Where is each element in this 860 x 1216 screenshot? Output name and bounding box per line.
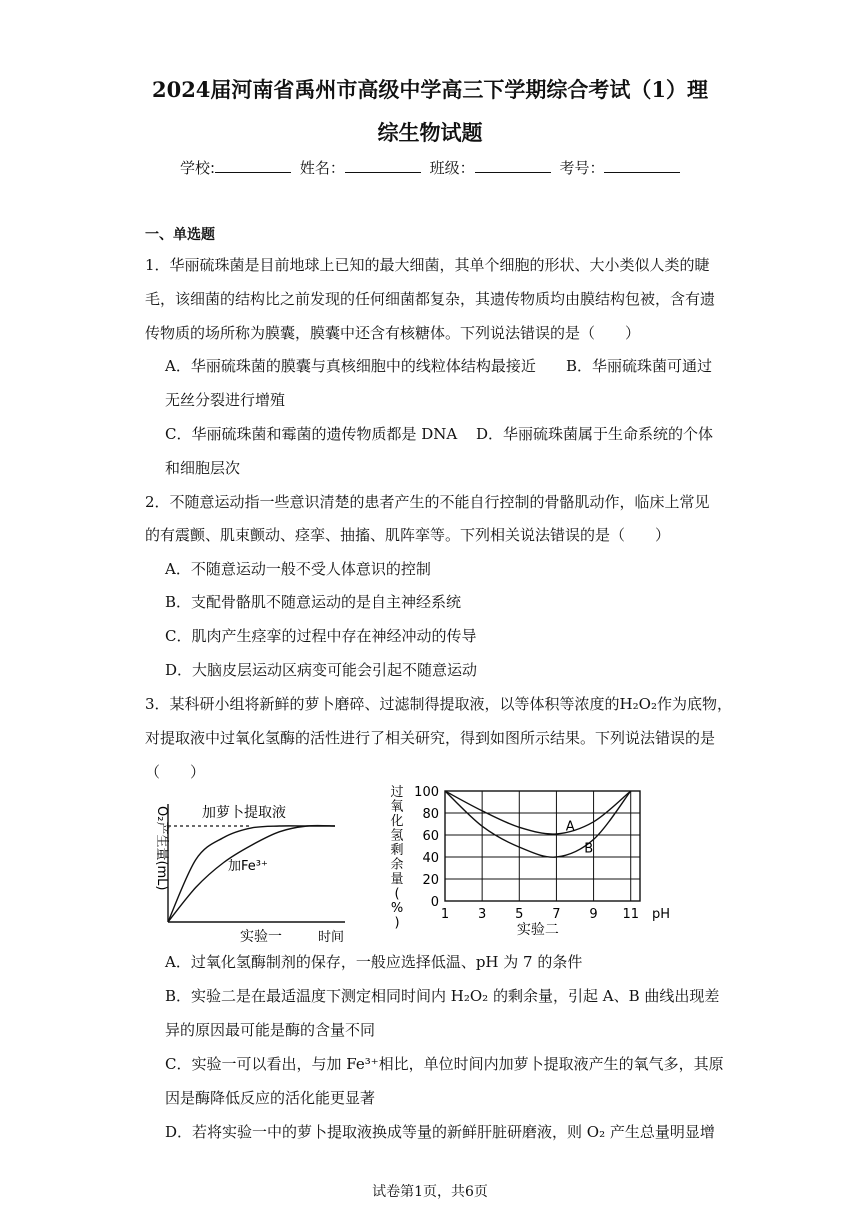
chart-2-ylabel xyxy=(390,784,403,931)
chart-1-caption: 实验一 xyxy=(240,929,282,945)
q3-option-b[interactable]: B．实验二是在最适温度下测定相同时间内 H₂O₂ 的剩余量，引起 A、B 曲线出现差 xyxy=(165,987,720,1005)
q2-option-d[interactable]: D．大脑皮层运动区病变可能会引起不随意运动 xyxy=(165,661,478,679)
q3-line3: （ ） xyxy=(145,763,206,781)
chart-2-x-tick-label: 7 xyxy=(552,907,561,922)
chart-experiment-1 xyxy=(140,796,355,946)
chart-1-svg xyxy=(140,796,355,946)
chart-2-x-tick-label: 3 xyxy=(478,907,487,922)
chart-2-ylabel-char: 量 xyxy=(390,872,404,887)
chart-2-x-tick-label: 9 xyxy=(589,907,598,922)
chart-2-x-ticks xyxy=(441,907,639,922)
name-blank[interactable] xyxy=(345,158,421,173)
chart-2-xlabel: pH xyxy=(652,907,671,922)
class-blank[interactable] xyxy=(475,158,551,173)
q1-option-a[interactable]: A．华丽硫珠菌的膜囊与真核细胞中的线粒体结构最接近 xyxy=(165,357,536,375)
q3-line1: 3．某科研小组将新鲜的萝卜磨碎、过滤制得提取液，以等体积等浓度的H₂O₂作为底物， xyxy=(145,695,732,713)
q2-option-a[interactable]: A．不随意运动一般不受人体意识的控制 xyxy=(165,560,431,578)
chart-2-ylabel-char: ) xyxy=(394,915,400,931)
chart-2-ylabel-char: ( xyxy=(394,886,400,902)
q1-line2: 毛，该细菌的结构比之前发现的任何细菌都复杂，其遗传物质均由膜结构包被，含有遗 xyxy=(145,290,716,308)
chart-2-y-tick-label: 20 xyxy=(422,873,439,888)
chart-2-y-ticks xyxy=(414,785,439,910)
chart-2-ylabel-char: 氧 xyxy=(390,799,404,815)
chart-2-svg xyxy=(385,784,705,946)
chart-2-ylabel-char: 过 xyxy=(390,785,404,800)
q2-option-b[interactable]: B．支配骨骼肌不随意运动的是自主神经系统 xyxy=(165,593,462,611)
chart-2-series-b-line xyxy=(445,791,631,857)
chart-2-y-tick-label: 60 xyxy=(422,829,439,844)
q1-option-d-cont: 和细胞层次 xyxy=(165,459,241,477)
chart-2-ylabel-char: 化 xyxy=(390,814,404,829)
chart-2-y-tick-label: 100 xyxy=(414,785,439,800)
chart-2-x-tick-label: 11 xyxy=(622,907,639,922)
q2-line1: 2．不随意运动指一些意识清楚的患者产生的不能自行控制的骨骼肌动作，临床上常见 xyxy=(145,493,710,511)
q3-option-a[interactable]: A．过氧化氢酶制剂的保存，一般应选择低温、pH 为 7 的条件 xyxy=(165,953,583,971)
school-label: 学校: xyxy=(180,159,216,177)
q3-option-c[interactable]: C．实验一可以看出，与加 Fe³⁺相比，单位时间内加萝卜提取液产生的氧气多，其原 xyxy=(165,1055,724,1073)
q3-option-c-cont: 因是酶降低反应的活化能更显著 xyxy=(165,1089,376,1107)
chart-2-y-tick-label: 0 xyxy=(430,895,439,910)
chart-1-ylabel: O₂产生量(mL) xyxy=(154,806,169,891)
q1-option-b[interactable]: B．华丽硫珠菌可通过 xyxy=(566,357,713,375)
q1-option-d[interactable]: D．华丽硫珠菌属于生命系统的个体 xyxy=(476,425,714,443)
q1-line3: 传物质的场所称为膜囊，膜囊中还含有核糖体。下列说法错误的是（ ） xyxy=(145,324,641,342)
chart-2-y-tick-label: 40 xyxy=(422,851,439,866)
q3-option-d[interactable]: D．若将实验一中的萝卜提取液换成等量的新鲜肝脏研磨液，则 O₂ 产生总量明显增 xyxy=(165,1123,715,1141)
exam-title-line2: 综生物试题 xyxy=(377,120,483,145)
school-blank[interactable] xyxy=(215,158,291,173)
chart-2-ylabel-char: 剩 xyxy=(390,843,404,858)
class-label: 班级： xyxy=(429,159,475,177)
chart-2-label-a: A xyxy=(565,819,575,835)
q2-line2: 的有震颤、肌束颤动、痉挛、抽搐、肌阵挛等。下列相关说法错误的是（ ） xyxy=(145,526,671,544)
student-info-row xyxy=(180,157,700,179)
q1-option-c[interactable]: C．华丽硫珠菌和霉菌的遗传物质都是 DNA xyxy=(165,425,458,443)
page-footer: 试卷第1页，共6页 xyxy=(372,1184,488,1200)
chart-2-ylabel-char: 氢 xyxy=(390,828,404,844)
exam-no-blank[interactable] xyxy=(604,158,680,173)
chart-2-ylabel-char: % xyxy=(390,901,404,916)
exam-title-line1: 2024届河南省禹州市高级中学高三下学期综合考试（1）理 xyxy=(151,77,709,102)
chart-1-xlabel: 时间 xyxy=(318,930,345,945)
section-title: 一、单选题 xyxy=(145,227,215,243)
q2-option-c[interactable]: C．肌肉产生痉挛的过程中存在神经冲动的传导 xyxy=(165,627,477,645)
q1-option-b-cont: 无丝分裂进行增殖 xyxy=(165,391,286,409)
name-label: 姓名： xyxy=(299,159,345,177)
chart-2-caption: 实验二 xyxy=(516,922,559,938)
chart-2-y-tick-label: 80 xyxy=(422,807,439,822)
q3-line2: 对提取液中过氧化氢酶的活性进行了相关研究，得到如图所示结果。下列说法错误的是 xyxy=(145,729,716,747)
chart-2-x-tick-label: 5 xyxy=(515,907,524,922)
chart-1-label-fe: 加Fe³⁺ xyxy=(228,859,268,874)
q3-option-b-cont: 异的原因最可能是酶的含量不同 xyxy=(165,1021,376,1039)
chart-2-ylabel-char: 余 xyxy=(390,857,404,873)
q1-line1: 1．华丽硫珠菌是目前地球上已知的最大细菌，其单个细胞的形状、大小类似人类的睫 xyxy=(145,256,710,274)
exam-no-label: 考号： xyxy=(559,159,605,177)
chart-1-label-radish: 加萝卜提取液 xyxy=(202,805,286,821)
chart-experiment-2 xyxy=(385,784,705,946)
chart-2-x-tick-label: 1 xyxy=(440,907,450,922)
chart-2-label-b: B xyxy=(584,841,594,857)
